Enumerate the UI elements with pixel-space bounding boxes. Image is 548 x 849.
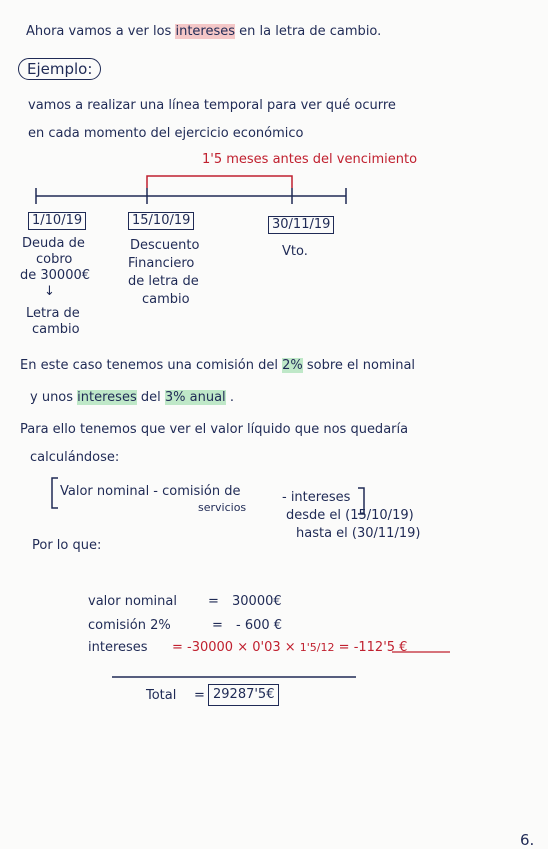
date3-desc: Vto. [282,244,308,259]
case-del: del [140,390,161,405]
date2-desc-line-1: Descuento [130,238,200,253]
calc-row1-val: 30000€ [232,594,282,609]
total-eq: = [194,688,205,703]
interest-rate: 3% anual [164,390,226,405]
intro-post: en la letra de cambio. [239,24,382,39]
formula-part-4: hasta el (30/11/19) [296,526,421,541]
intereses-highlight: intereses [175,24,236,39]
case-line-2 [30,390,234,406]
calc-row3 [88,640,148,656]
intro-line-2: en cada momento del ejercicio económico [28,126,304,141]
date1-desc-line-1: Deuda de [22,236,85,251]
intereses-word: intereses [77,390,137,405]
calc-row3-eq: = [334,640,354,655]
para-line-1: Para ello tenemos que ver el valor líquido que nos quedaría [20,422,409,437]
date1-desc-line-2: cobro [36,252,73,267]
ejemplo-heading: Ejemplo: [18,58,101,80]
total-value: 29287'5€ [208,684,279,706]
calc-row3-val: -112'5 € [353,640,408,655]
date1-sub-line-2: cambio [32,322,80,337]
formula-part-1: Valor nominal - comisión de [60,484,241,499]
formula-part-2: - intereses [282,490,351,505]
date-1: 1/10/19 [28,212,86,230]
calc-row2-label: comisión 2% [88,618,171,633]
case-end: . [229,390,234,405]
calc-row3-label: intereses [88,640,148,655]
intro-pre: Ahora vamos a ver los [26,24,172,39]
date1-desc-line-3: de 30000€ [20,268,91,283]
timeline-span-label: 1'5 meses antes del vencimiento [202,152,418,167]
timeline-bracket [147,176,292,188]
formula-part-3: desde el (15/10/19) [286,508,414,523]
down-arrow-icon: ↓ [44,284,55,299]
intro-line-1: vamos a realizar una línea temporal para ver qué ocurre [28,98,396,113]
case-line2-pre: y unos [30,390,74,405]
case-line-1 [20,358,415,374]
date-3: 30/11/19 [268,216,334,234]
calc-row3-frac: 1'5/12 [299,641,335,654]
date2-desc-line-4: cambio [142,292,190,307]
calc-row2-val: - 600 € [236,618,283,633]
formula-bracket-left [52,478,58,508]
por-lo-que: Por lo que: [32,538,102,553]
calc-row3-expr: = -30000 × 0'03 × [172,640,300,655]
para-line-2: calculándose: [30,450,120,465]
date1-sub-line-1: Letra de [26,306,80,321]
commission-pct: 2% [282,358,303,373]
calc-row2-eq: = [212,618,223,633]
page-number: 6. [520,831,535,849]
total-label: Total [146,688,177,703]
calc-row3-expr-wrap [172,640,407,656]
date2-desc-line-3: de letra de [128,274,199,289]
case-mid: sobre el nominal [306,358,416,373]
calc-row1-eq: = [208,594,219,609]
formula-part-1b: servicios [198,501,247,514]
date2-desc-line-2: Financiero [128,256,195,271]
calc-row1-label: valor nominal [88,594,177,609]
case-pre: En este caso tenemos una comisión del [20,358,278,373]
date-2: 15/10/19 [128,212,194,230]
